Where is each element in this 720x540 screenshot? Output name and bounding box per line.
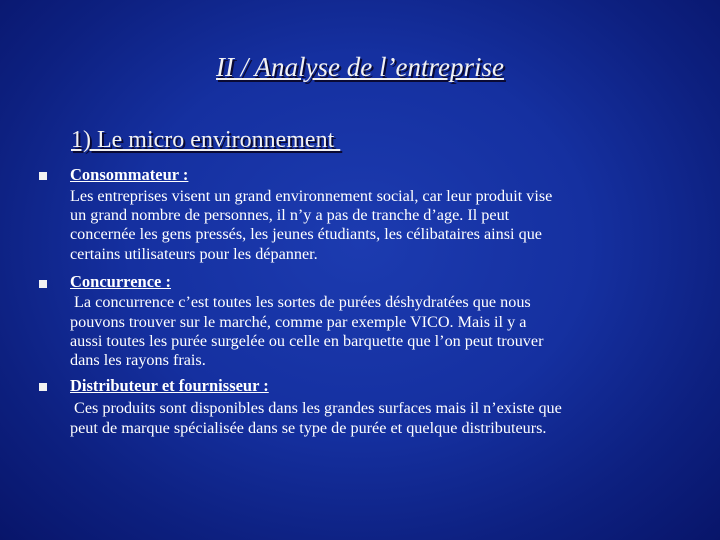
item-heading: Consommateur : — [70, 165, 189, 184]
slide-title: II / Analyse de l’entreprise — [216, 52, 504, 82]
item-text-line: aussi toutes les purée surgelée ou celle en barquette que l’on peut trouver — [70, 332, 544, 350]
square-bullet-icon — [39, 172, 47, 180]
item-text-line: dans les rayons frais. — [70, 351, 206, 369]
square-bullet-icon — [39, 383, 47, 391]
item-text-line: La concurrence c’est toutes les sortes de purées déshydratées que nous — [70, 293, 531, 311]
item-text-line: certains utilisateurs pour les dépanner. — [70, 245, 318, 263]
item-text-line: pouvons trouver sur le marché, comme par exemple VICO. Mais il y a — [70, 313, 527, 331]
item-text-line: Les entreprises visent un grand environnement social, car leur produit vise — [70, 187, 553, 205]
slide-subtitle: 1) Le micro environnement — [71, 127, 341, 153]
item-heading: Distributeur et fournisseur : — [70, 376, 269, 395]
item-text-line: peut de marque spécialisée dans se type de purée et quelque distributeurs. — [70, 419, 547, 437]
square-bullet-icon — [39, 280, 47, 288]
item-text-line: Ces produits sont disponibles dans les grandes surfaces mais il n’existe que — [70, 399, 562, 417]
item-text-line: concernée les gens pressés, les jeunes étudiants, les célibataires ainsi que — [70, 225, 542, 243]
item-heading: Concurrence : — [70, 272, 171, 291]
item-text-line: un grand nombre de personnes, il n’y a pas de tranche d’age. Il peut — [70, 206, 510, 224]
